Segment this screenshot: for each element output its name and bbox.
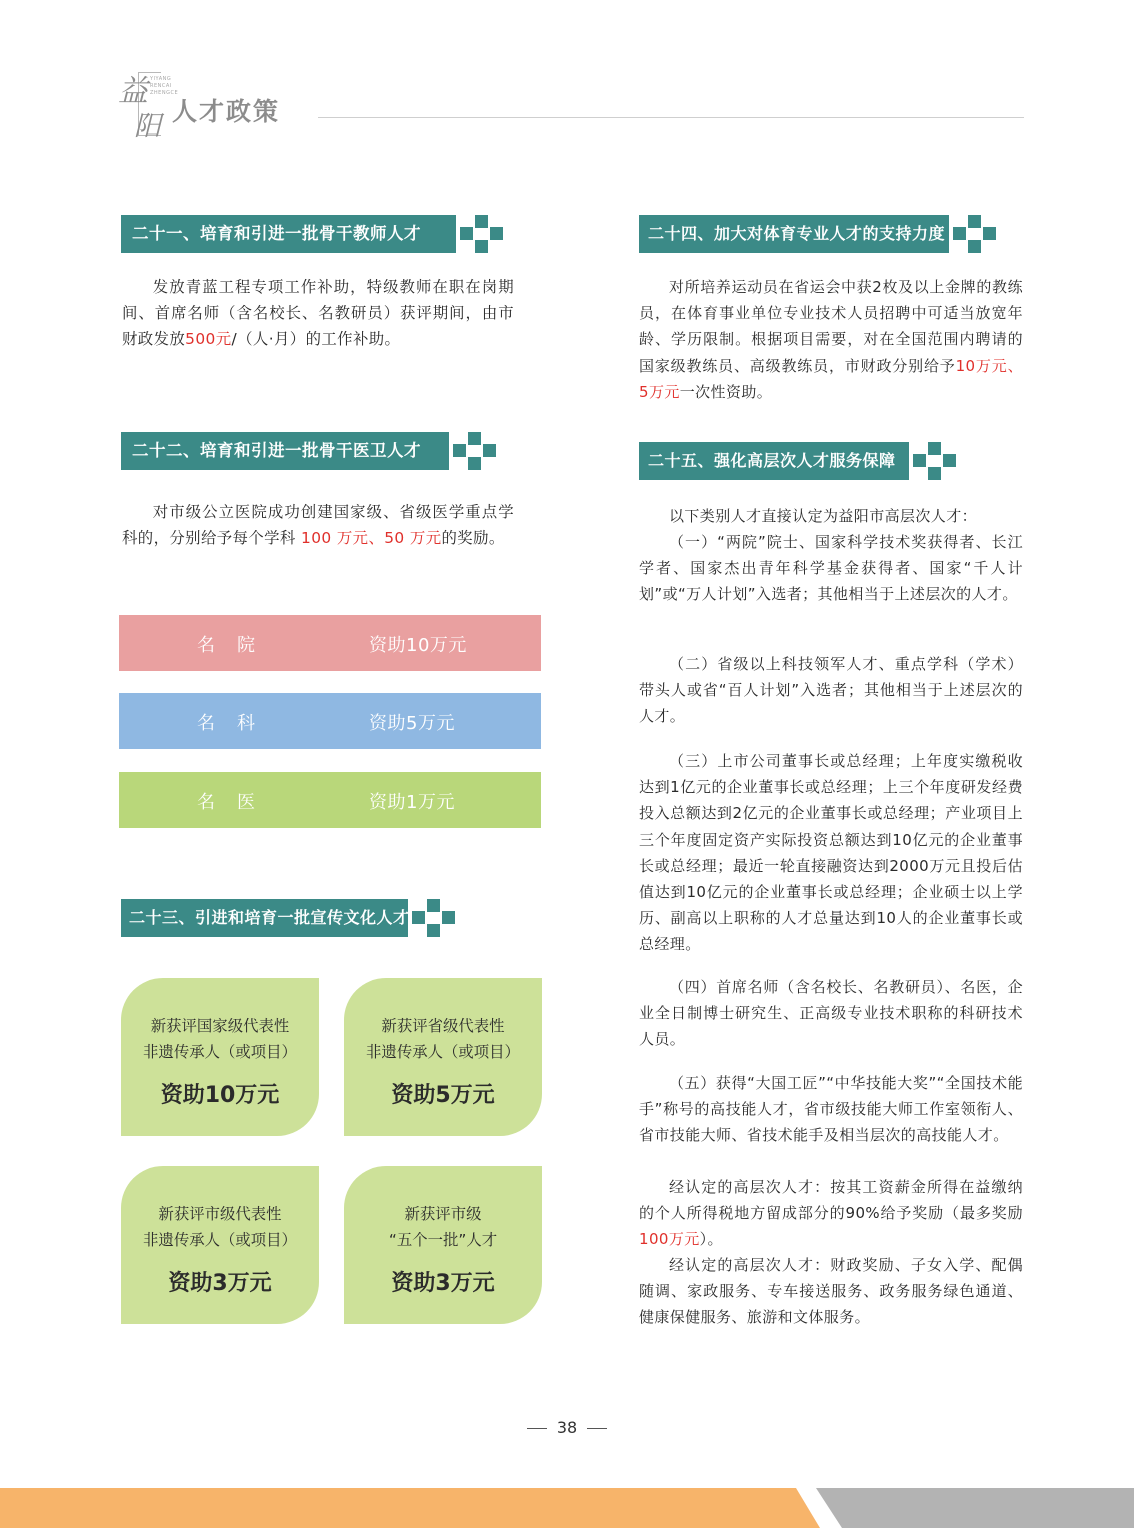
section-25-item-1: （一）“两院”院士、国家科学技术奖获得者、长江学者、国家杰出青年科学基金获得者、国家“千人计划”或“万人计划”入选者；其他相当于上述层次的人才。 bbox=[639, 533, 1023, 604]
highlight-amount: 100万元 bbox=[639, 1230, 700, 1249]
bar-value: 资助10万元 bbox=[369, 635, 467, 656]
card-line-1: 新获评国家级代表性 bbox=[150, 1017, 290, 1035]
card-amount: 资助5万元 bbox=[391, 1083, 495, 1108]
highlight-amount: 5万元 bbox=[639, 382, 680, 401]
decor-square bbox=[427, 899, 440, 912]
logo-small-text: YIYANG RENCAI ZHENGCE bbox=[150, 76, 179, 96]
decor-square bbox=[475, 215, 488, 228]
highlight-amount: 10万元 bbox=[955, 356, 1008, 375]
page-number-dash bbox=[527, 1428, 547, 1429]
section-heading-bar: 二十四、加大对体育专业人才的支持力度 bbox=[639, 215, 949, 253]
decor-square bbox=[453, 444, 466, 457]
decor-square bbox=[427, 924, 440, 937]
card-line-2: “五个一批”人才 bbox=[388, 1231, 498, 1249]
decor-square bbox=[943, 454, 956, 467]
funding-bar-department bbox=[119, 693, 541, 749]
section-25-services: 经认定的高层次人才：财政奖励、子女入学、配偶随调、家政服务、专车接送服务、政务服务绿色通道、健康保健服务、旅游和文体服务。 bbox=[639, 1256, 1023, 1327]
section-heading-bar: 二十一、培育和引进一批骨干教师人才 bbox=[121, 215, 456, 253]
card-line-2: 非遗传承人（或项目） bbox=[143, 1231, 297, 1249]
section-25-item-4: （四）首席名师（含名校长、名教研员）、名医，企业全日制博士研究生、正高级专业技术职称的科研技术人员。 bbox=[639, 978, 1023, 1049]
section-24-text: 对所培养运动员在省运会中获2枚及以上金牌的教练员，在体育事业单位专业技术人员招聘中可适当放宽年龄、学历限制。根据项目需要，对在全国范围内聘请的国家级教练员、高级教练员，市财政分别给予10万元、5万元一次性资助。 bbox=[639, 278, 1023, 401]
decor-square bbox=[968, 240, 981, 253]
section-25-reward: 经认定的高层次人才：按其工资薪金所得在益缴纳的个人所得税地方留成部分的90%给予奖励（最多奖励100万元）。 bbox=[639, 1178, 1023, 1249]
section-25-intro: 以下类别人才直接认定为益阳市高层次人才： bbox=[669, 507, 978, 525]
section-25-item-3: （三）上市公司董事长或总经理；上年度实缴税收达到1亿元的企业董事长或总经理；上三个年度研发经费投入总额达到2亿元的企业董事长或总经理；产业项目上三个年度固定资产实际投资总额达到10亿元的企业董事长或总经理；最近一轮直接融资达到2000万元且投后估值达到10亿元的企业董事长或总经理；企业硕士以上学历、副高以上职称的人才总量达到10人的企业董事长或总经理。 bbox=[639, 752, 1023, 954]
decor-square bbox=[983, 227, 996, 240]
decor-square bbox=[928, 467, 941, 480]
footer-band bbox=[0, 1488, 1134, 1528]
decor-square bbox=[490, 227, 503, 240]
section-heading-bar: 二十二、培育和引进一批骨干医卫人才 bbox=[121, 432, 449, 470]
decor-square bbox=[460, 227, 473, 240]
card-line-2: 非遗传承人（或项目） bbox=[143, 1043, 297, 1061]
footer-gray-band bbox=[816, 1488, 1134, 1528]
header-title: 人才政策 bbox=[172, 97, 281, 126]
funding-bar-hospital bbox=[119, 615, 541, 671]
section-25-item-5: （五）获得“大国工匠”“中华技能大奖”“全国技术能手”称号的高技能人才，省市级技能大师工作室领衔人、省市技能大师、省技术能手及相当层次的高技能人才。 bbox=[639, 1074, 1023, 1145]
award-card-city bbox=[121, 1166, 319, 1324]
logo-char-yang: 阳 bbox=[134, 111, 161, 142]
section-22-text: 对市级公立医院成功创建国家级、省级医学重点学科的，分别给予每个学科 100 万元、50 万元的奖励。 bbox=[122, 503, 514, 548]
bar-label: 名院 bbox=[197, 635, 277, 656]
award-card-provincial bbox=[344, 978, 542, 1136]
section-heading-bar: 二十五、强化高层次人才服务保障 bbox=[639, 442, 909, 480]
decor-square bbox=[442, 911, 455, 924]
highlight-amount: 100 万元、50 万元 bbox=[301, 529, 442, 548]
decor-square bbox=[968, 215, 981, 228]
card-amount: 资助3万元 bbox=[168, 1271, 272, 1296]
card-line-1: 新获评市级代表性 bbox=[158, 1205, 282, 1223]
page-number: 38 bbox=[0, 1418, 1134, 1437]
decor-square bbox=[468, 457, 481, 470]
section-23-heading bbox=[121, 899, 408, 937]
card-amount: 资助10万元 bbox=[160, 1083, 280, 1108]
section-21-heading bbox=[121, 215, 456, 253]
award-card-five-one bbox=[344, 1166, 542, 1324]
bar-label: 名科 bbox=[197, 713, 277, 734]
bar-value: 资助5万元 bbox=[369, 713, 455, 734]
footer-orange-band bbox=[0, 1488, 820, 1528]
decor-square bbox=[412, 911, 425, 924]
card-line-1: 新获评市级 bbox=[404, 1205, 482, 1223]
funding-bar-doctor bbox=[119, 772, 541, 828]
decor-square bbox=[468, 432, 481, 445]
decor-square bbox=[913, 454, 926, 467]
bar-label: 名医 bbox=[197, 792, 277, 813]
page-number-dash bbox=[587, 1428, 607, 1429]
section-24-heading bbox=[639, 215, 949, 253]
award-card-national bbox=[121, 978, 319, 1136]
logo-char-yi: 益 bbox=[118, 74, 148, 109]
card-line-1: 新获评省级代表性 bbox=[381, 1017, 505, 1035]
card-line-2: 非遗传承人（或项目） bbox=[366, 1043, 520, 1061]
section-21-text: 发放青蓝工程专项工作补助，特级教师在职在岗期间、首席名师（含名校长、名教研员）获评期间，由市财政发放500元/（人·月）的工作补助。 bbox=[122, 278, 514, 349]
decor-square bbox=[475, 240, 488, 253]
highlight-amount: 500元 bbox=[185, 330, 232, 349]
decor-square bbox=[928, 442, 941, 455]
section-22-heading bbox=[121, 432, 449, 470]
header-divider bbox=[318, 117, 1024, 118]
section-25-item-2: （二）省级以上科技领军人才、重点学科（学术）带头人或省“百人计划”入选者；其他相当于上述层次的人才。 bbox=[639, 655, 1023, 726]
decor-square bbox=[953, 227, 966, 240]
section-heading-bar: 二十三、引进和培育一批宣传文化人才 bbox=[121, 899, 408, 937]
section-25-heading bbox=[639, 442, 909, 480]
card-amount: 资助3万元 bbox=[391, 1271, 495, 1296]
decor-square bbox=[483, 444, 496, 457]
bar-value: 资助1万元 bbox=[369, 792, 455, 813]
